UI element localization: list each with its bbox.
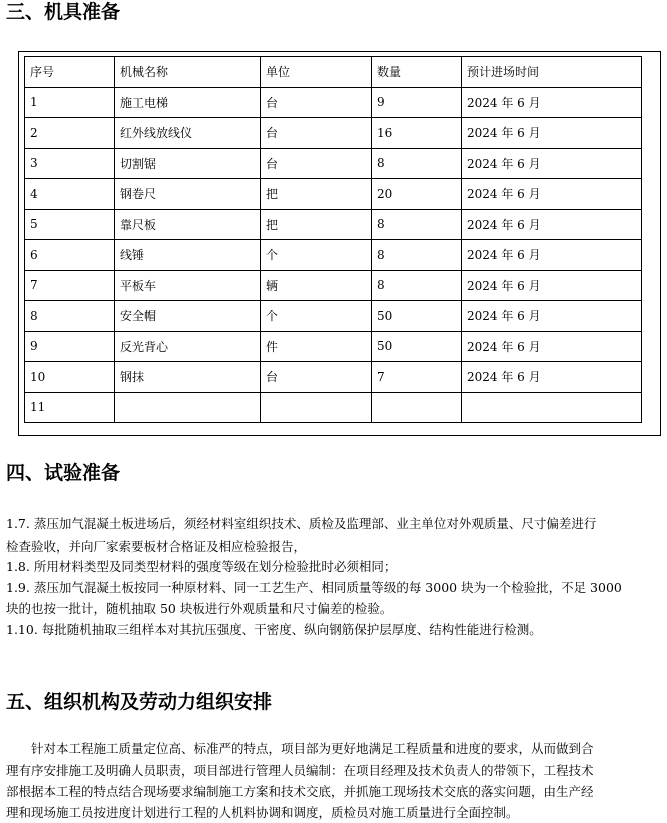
arrival-time-cell: 2024 年 6 月 [462, 270, 642, 301]
arrival-time-cell: 2024 年 6 月 [462, 179, 642, 210]
machine-name-cell: 平板车 [115, 270, 261, 301]
test-prep-line: 1.8. 所用材料类型及同类型材料的强度等级在划分检验批时必须相同； [6, 559, 397, 574]
table-header-row [25, 57, 642, 88]
table-row [25, 209, 642, 240]
unit-cell [261, 392, 372, 423]
machine-name-cell: 靠尺板 [115, 209, 261, 240]
machine-name-cell: 切割锯 [115, 148, 261, 179]
arrival-time-cell: 2024 年 6 月 [462, 301, 642, 332]
table-row [25, 179, 642, 210]
unit-cell: 台 [261, 148, 372, 179]
serial-cell: 7 [25, 270, 115, 301]
machine-name-cell [115, 392, 261, 423]
quantity-cell [372, 392, 462, 423]
quantity-cell: 9 [372, 87, 462, 118]
serial-cell: 3 [25, 148, 115, 179]
unit-cell: 件 [261, 331, 372, 362]
test-prep-line: 1.7. 蒸压加气混凝土板进场后，须经材料室组织技术、质检及监理部、业主单位对外观质量、尺寸偏差进行 [6, 516, 597, 531]
table-row [25, 362, 642, 393]
equipment-table [24, 56, 642, 423]
quantity-cell: 16 [372, 118, 462, 149]
unit-cell: 台 [261, 87, 372, 118]
unit-cell: 个 [261, 240, 372, 271]
arrival-time-cell: 2024 年 6 月 [462, 362, 642, 393]
table-row [25, 301, 642, 332]
machine-name-cell: 反光背心 [115, 331, 261, 362]
test-prep-line: 1.9. 蒸压加气混凝土板按同一种原材料、同一工艺生产、相同质量等级的每 3000 块为一个检验批，不足 3000 [6, 580, 622, 595]
unit-cell: 台 [261, 362, 372, 393]
table-row [25, 148, 642, 179]
section-heading-organization: 五、组织机构及劳动力组织安排 [6, 691, 273, 713]
arrival-time-cell: 2024 年 6 月 [462, 240, 642, 271]
table-row [25, 87, 642, 118]
table-row [25, 331, 642, 362]
serial-cell: 5 [25, 209, 115, 240]
table-row [25, 240, 642, 271]
serial-cell: 10 [25, 362, 115, 393]
serial-cell: 9 [25, 331, 115, 362]
arrival-time-cell: 2024 年 6 月 [462, 87, 642, 118]
test-prep-line: 1.10. 每批随机抽取三组样本对其抗压强度、干密度、纵向钢筋保护层厚度、结构性能进行检测。 [6, 622, 542, 637]
serial-cell: 1 [25, 87, 115, 118]
table-row [25, 118, 642, 149]
machine-name-cell: 安全帽 [115, 301, 261, 332]
machine-name-cell: 钢抹 [115, 362, 261, 393]
quantity-cell: 20 [372, 179, 462, 210]
table-row [25, 392, 642, 423]
organization-line: 理和现场施工员按进度计划进行工程的人机料协调和调度，质检员对施工质量进行全面控制。 [6, 805, 519, 820]
quantity-cell: 50 [372, 301, 462, 332]
section-heading-equipment: 三、机具准备 [6, 1, 121, 23]
section-heading-test: 四、试验准备 [6, 462, 121, 484]
quantity-cell: 8 [372, 240, 462, 271]
arrival-time-cell: 2024 年 6 月 [462, 148, 642, 179]
quantity-cell: 50 [372, 331, 462, 362]
serial-cell: 6 [25, 240, 115, 271]
arrival-time-cell [462, 392, 642, 423]
machine-name-cell: 机械名称 [115, 57, 261, 88]
serial-cell: 8 [25, 301, 115, 332]
machine-name-cell: 红外线放线仪 [115, 118, 261, 149]
unit-cell: 把 [261, 209, 372, 240]
quantity-cell: 数量 [372, 57, 462, 88]
unit-cell: 台 [261, 118, 372, 149]
quantity-cell: 7 [372, 362, 462, 393]
table-row [25, 270, 642, 301]
unit-cell: 单位 [261, 57, 372, 88]
organization-line: 部根据本工程的特点结合现场要求编制施工方案和技术交底，并抓施工现场技术交底的落实问题，由生产经 [6, 784, 594, 799]
test-prep-line: 检查验收，并向厂家索要板材合格证及相应检验报告， [6, 539, 307, 554]
arrival-time-cell: 2024 年 6 月 [462, 209, 642, 240]
unit-cell: 把 [261, 179, 372, 210]
quantity-cell: 8 [372, 148, 462, 179]
test-prep-line: 块的也按一批计，随机抽取 50 块板进行外观质量和尺寸偏差的检验。 [6, 601, 393, 616]
unit-cell: 辆 [261, 270, 372, 301]
machine-name-cell: 线锤 [115, 240, 261, 271]
unit-cell: 个 [261, 301, 372, 332]
arrival-time-cell: 2024 年 6 月 [462, 331, 642, 362]
quantity-cell: 8 [372, 270, 462, 301]
organization-line: 针对本工程施工质量定位高、标准严的特点，项目部为更好地满足工程质量和进度的要求，从而做到合 [6, 741, 594, 756]
arrival-time-cell: 预计进场时间 [462, 57, 642, 88]
machine-name-cell: 施工电梯 [115, 87, 261, 118]
organization-line: 理有序安排施工及明确人员职责，项目部进行管理人员编制：在项目经理及技术负责人的带领下，工程技术 [6, 763, 594, 778]
serial-cell: 4 [25, 179, 115, 210]
quantity-cell: 8 [372, 209, 462, 240]
serial-cell: 序号 [25, 57, 115, 88]
serial-cell: 2 [25, 118, 115, 149]
serial-cell: 11 [25, 392, 115, 423]
arrival-time-cell: 2024 年 6 月 [462, 118, 642, 149]
machine-name-cell: 钢卷尺 [115, 179, 261, 210]
